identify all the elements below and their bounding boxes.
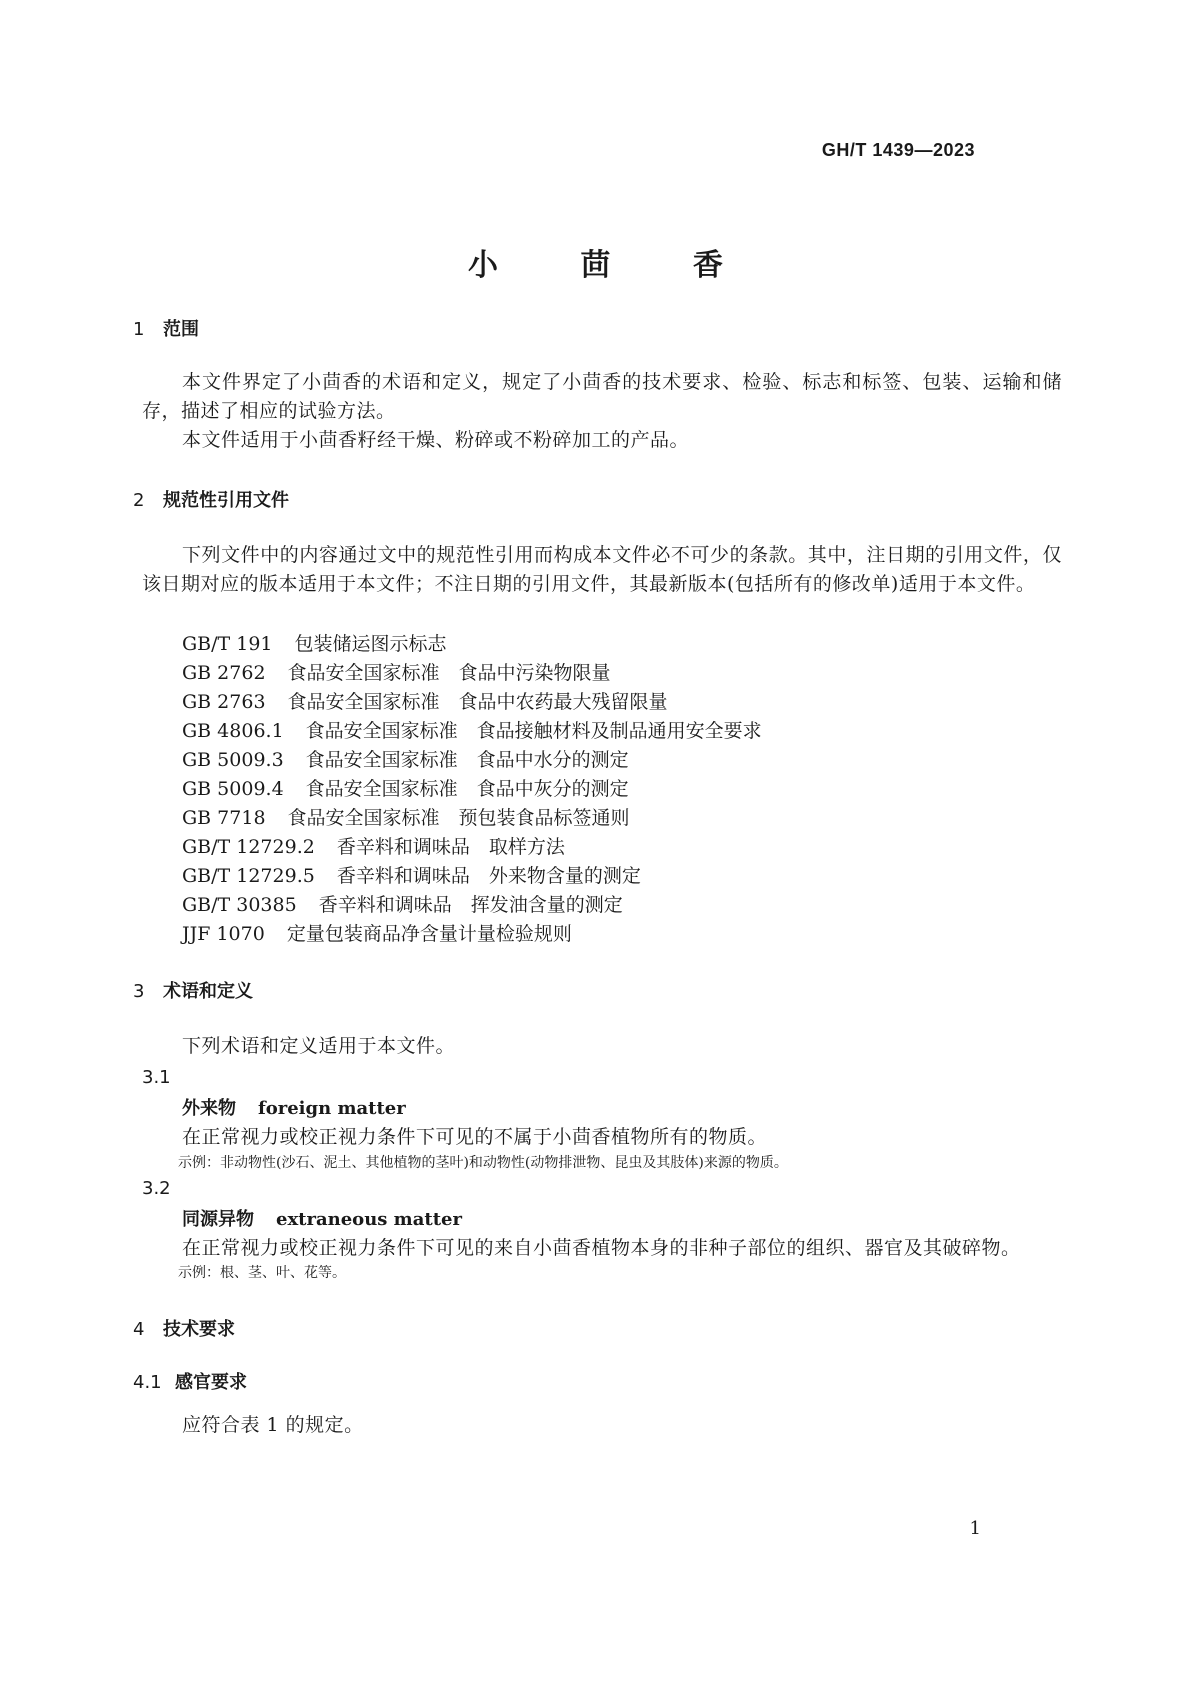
reference-title: 食品安全国家标准 食品中农药最大残留限量 — [287, 691, 668, 713]
reference-item — [182, 774, 629, 801]
section-title: 技术要求 — [163, 1319, 235, 1340]
section-title: 感官要求 — [175, 1372, 247, 1393]
section-number: 4 — [133, 1319, 145, 1340]
term-en: foreign matter — [258, 1098, 406, 1119]
reference-title: 香辛料和调味品 取样方法 — [336, 836, 565, 858]
reference-item — [182, 832, 565, 859]
term-zh: 外来物 — [182, 1098, 236, 1119]
reference-code: GB 2762 — [182, 662, 266, 684]
page-title: 小 茴 香 — [468, 248, 759, 283]
page-number: 1 — [969, 1518, 981, 1539]
document-code: GH/T 1439—2023 — [821, 140, 975, 160]
reference-item — [182, 629, 447, 656]
reference-title: 食品安全国家标准 食品中水分的测定 — [305, 749, 629, 771]
reference-title: 香辛料和调味品 挥发油含量的测定 — [318, 894, 623, 916]
reference-item — [182, 658, 611, 685]
reference-item — [182, 745, 629, 772]
section-number: 4.1 — [133, 1372, 162, 1393]
reference-title: 香辛料和调味品 外来物含量的测定 — [336, 865, 641, 887]
example-label: 示例： — [178, 1265, 220, 1281]
reference-item — [182, 919, 572, 946]
reference-item — [182, 716, 762, 743]
section-number: 3 — [133, 981, 145, 1002]
section-4-1-paragraph-1: 应符合表 1 的规定。 — [182, 1414, 364, 1436]
section-title: 范围 — [163, 319, 199, 340]
reference-code: GB 2763 — [182, 691, 266, 713]
reference-title: 食品安全国家标准 食品接触材料及制品通用安全要求 — [305, 720, 762, 742]
section-2-heading — [133, 486, 289, 512]
term-en: extraneous matter — [276, 1209, 462, 1230]
reference-item — [182, 687, 668, 714]
reference-title: 包装储运图示标志 — [294, 633, 447, 655]
reference-title: 食品安全国家标准 预包装食品标签通则 — [287, 807, 630, 829]
reference-code: JJF 1070 — [182, 923, 265, 945]
section-1-paragraph-2: 本文件适用于小茴香籽经干燥、粉碎或不粉碎加工的产品。 — [182, 429, 690, 451]
reference-item — [182, 861, 641, 888]
term-definition: 在正常视力或校正视力条件下可见的不属于小茴香植物所有的物质。 — [182, 1126, 768, 1148]
section-3-heading — [133, 977, 253, 1003]
term-example — [178, 1152, 788, 1172]
section-4-1-heading — [133, 1368, 247, 1394]
section-title: 术语和定义 — [163, 981, 253, 1002]
reference-code: GB 7718 — [182, 807, 266, 829]
section-number: 1 — [133, 319, 145, 340]
reference-code: GB 4806.1 — [182, 720, 284, 742]
reference-item — [182, 890, 623, 917]
section-number: 2 — [133, 490, 145, 511]
section-2-paragraph-1: 下列文件中的内容通过文中的规范性引用而构成本文件必不可少的条款。其中，注日期的引用文件，仅该日期对应的版本适用于本文件；不注日期的引用文件，其最新版本(包括所有的修改单)适用于本文件。 — [142, 544, 1062, 595]
term-example — [178, 1262, 346, 1282]
term-zh: 同源异物 — [182, 1209, 254, 1230]
section-1-heading — [133, 315, 199, 341]
term-heading — [182, 1094, 406, 1120]
reference-title: 食品安全国家标准 食品中灰分的测定 — [305, 778, 629, 800]
section-title: 规范性引用文件 — [163, 490, 289, 511]
reference-code: GB/T 191 — [182, 633, 273, 655]
section-3-paragraph-1: 下列术语和定义适用于本文件。 — [182, 1035, 456, 1057]
reference-code: GB/T 12729.2 — [182, 836, 315, 858]
term-definition: 在正常视力或校正视力条件下可见的来自小茴香植物本身的非种子部位的组织、器官及其破碎物。 — [182, 1237, 1021, 1259]
section-1-paragraph-1: 本文件界定了小茴香的术语和定义，规定了小茴香的技术要求、检验、标志和标签、包装、运输和储存，描述了相应的试验方法。 — [142, 371, 1062, 422]
reference-item — [182, 803, 630, 830]
reference-code: GB/T 12729.5 — [182, 865, 315, 887]
example-text: 非动物性(沙石、泥土、其他植物的茎叶)和动物性(动物排泄物、昆虫及其肢体)来源的物质。 — [220, 1155, 788, 1171]
example-text: 根、茎、叶、花等。 — [220, 1265, 346, 1281]
term-heading — [182, 1205, 462, 1231]
section-4-heading — [133, 1315, 235, 1341]
reference-title: 定量包装商品净含量计量检验规则 — [286, 923, 572, 945]
reference-code: GB 5009.4 — [182, 778, 284, 800]
term-number: 3.1 — [142, 1067, 171, 1088]
reference-code: GB 5009.3 — [182, 749, 284, 771]
term-number: 3.2 — [142, 1178, 171, 1199]
reference-title: 食品安全国家标准 食品中污染物限量 — [287, 662, 611, 684]
reference-code: GB/T 30385 — [182, 894, 297, 916]
example-label: 示例： — [178, 1155, 220, 1171]
